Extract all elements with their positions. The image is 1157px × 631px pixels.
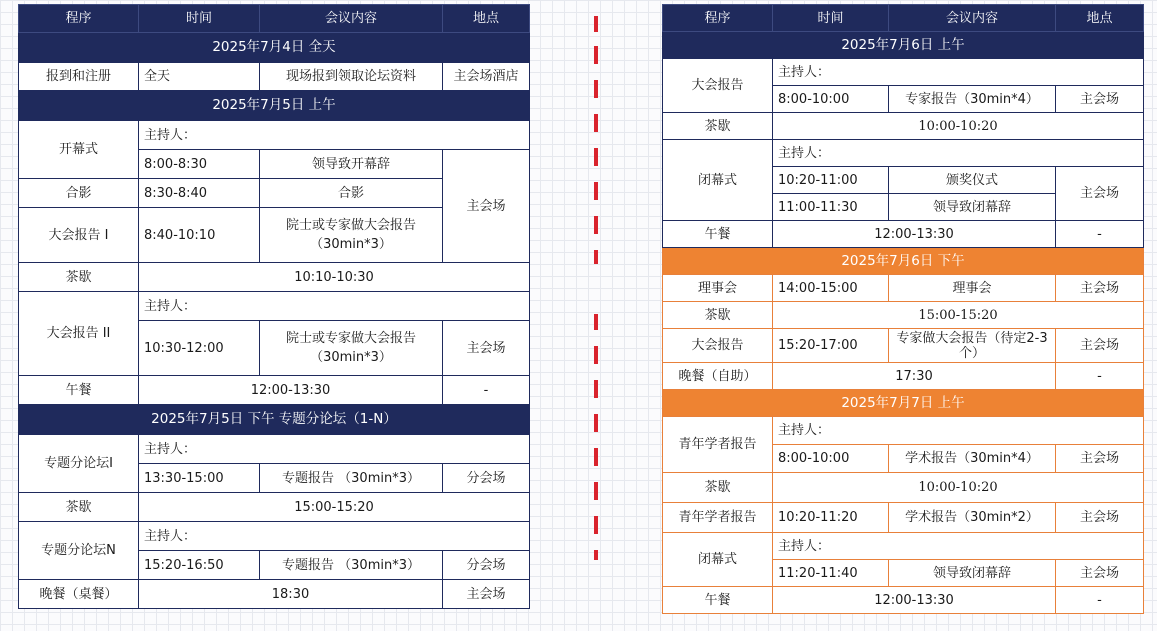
header-seq: 程序: [19, 5, 139, 33]
divider-dash: [594, 380, 598, 398]
place-young-scholars-1: 主会场: [1056, 445, 1144, 473]
host-label-plenary-2: 主持人：: [139, 292, 530, 321]
place-lunch-1: -: [1056, 221, 1144, 248]
place-registration: 主会场酒店: [443, 63, 530, 91]
place-main-venue: 主会场: [443, 150, 530, 263]
time-tea-break-3: 10:00-10:20: [773, 473, 1144, 503]
content-closing-2: 领导致闭幕辞: [889, 560, 1056, 587]
place-plenary: 主会场: [1056, 86, 1144, 113]
time-plenary-pm: 15:20-17:00: [773, 329, 889, 363]
header-place: 地点: [443, 5, 530, 33]
host-label-closing-2: 主持人：: [773, 533, 1144, 560]
program-plenary-2: 大会报告 II: [19, 292, 139, 376]
place-young-scholars-2: 主会场: [1056, 503, 1144, 533]
content-plenary-2: 院士或专家做大会报告（30min*3）: [260, 321, 443, 376]
date-banner-jul5-am: 2025年7月5日 上午: [19, 91, 530, 121]
content-opening: 领导致开幕辞: [260, 150, 443, 179]
host-label-young-scholars: 主持人：: [773, 417, 1144, 445]
content-closing-speech: 领导致闭幕辞: [889, 194, 1056, 221]
divider-dash: [594, 448, 598, 466]
program-closing-2: 闭幕式: [663, 533, 773, 587]
time-young-scholars-1: 8:00-10:00: [773, 445, 889, 473]
time-tea-break-1: 10:10-10:30: [139, 263, 530, 292]
time-photo: 8:30-8:40: [139, 179, 260, 208]
host-label-forum-1: 主持人：: [139, 435, 530, 464]
content-registration: 现场报到领取论坛资料: [260, 63, 443, 91]
time-plenary-2: 10:30-12:00: [139, 321, 260, 376]
time-lunch-1: 12:00-13:30: [773, 221, 1056, 248]
program-lunch: 午餐: [19, 376, 139, 405]
content-council: 理事会: [889, 275, 1056, 302]
place-dinner: 主会场: [443, 580, 530, 609]
content-forum-n: 专题报告 （30min*3）: [260, 551, 443, 580]
program-young-scholars-2: 青年学者报告: [663, 503, 773, 533]
time-registration: 全天: [139, 63, 260, 91]
time-young-scholars-2: 10:20-11:20: [773, 503, 889, 533]
divider-dash: [594, 216, 598, 234]
content-young-scholars-2: 学术报告（30min*2）: [889, 503, 1056, 533]
program-plenary-pm: 大会报告: [663, 329, 773, 363]
header-time: 时间: [773, 5, 889, 32]
program-lunch-2: 午餐: [663, 587, 773, 614]
time-council: 14:00-15:00: [773, 275, 889, 302]
divider-dash: [594, 114, 598, 132]
date-banner-jul4: 2025年7月4日 全天: [19, 33, 530, 63]
divider-dash: [594, 16, 598, 32]
program-lunch-1: 午餐: [663, 221, 773, 248]
time-plenary: 8:00-10:00: [773, 86, 889, 113]
program-dinner: 晚餐（自助）: [663, 363, 773, 390]
content-photo: 合影: [260, 179, 443, 208]
divider-dash: [594, 314, 598, 330]
content-forum-1: 专题报告 （30min*3）: [260, 464, 443, 493]
schedule-table-left: [18, 4, 530, 609]
divider-dash: [594, 550, 598, 560]
time-forum-n: 15:20-16:50: [139, 551, 260, 580]
divider-dash: [594, 482, 598, 500]
time-closing-speech: 11:00-11:30: [773, 194, 889, 221]
content-plenary: 专家报告（30min*4）: [889, 86, 1056, 113]
divider-dash: [594, 148, 598, 166]
divider-dash: [594, 250, 598, 264]
date-banner-jul6-am: 2025年7月6日 上午: [663, 32, 1144, 59]
date-banner-jul7-am: 2025年7月7日 上午: [663, 390, 1144, 417]
date-banner-jul5-pm: 2025年7月5日 下午 专题分论坛（1-N）: [19, 405, 530, 435]
place-lunch: -: [443, 376, 530, 405]
header-content: 会议内容: [889, 5, 1056, 32]
time-tea-break-2: 15:00-15:20: [773, 302, 1144, 329]
time-plenary-1: 8:40-10:10: [139, 208, 260, 263]
program-tea-break-3: 茶歇: [663, 473, 773, 503]
program-tea-break-1: 茶歇: [19, 263, 139, 292]
time-lunch-2: 12:00-13:30: [773, 587, 1056, 614]
place-forum-1: 分会场: [443, 464, 530, 493]
time-dinner: 18:30: [139, 580, 443, 609]
place-plenary-pm: 主会场: [1056, 329, 1144, 363]
header-seq: 程序: [663, 5, 773, 32]
program-council: 理事会: [663, 275, 773, 302]
host-label-plenary: 主持人：: [773, 59, 1144, 86]
place-closing-2: 主会场: [1056, 560, 1144, 587]
program-photo: 合影: [19, 179, 139, 208]
content-young-scholars-1: 学术报告（30min*4）: [889, 445, 1056, 473]
place-plenary-2: 主会场: [443, 321, 530, 376]
program-registration: 报到和注册: [19, 63, 139, 91]
header-time: 时间: [139, 5, 260, 33]
program-closing: 闭幕式: [663, 140, 773, 221]
header-content: 会议内容: [260, 5, 443, 33]
host-label-opening: 主持人：: [139, 121, 530, 150]
program-young-scholars-1: 青年学者报告: [663, 417, 773, 473]
content-award: 颁奖仪式: [889, 167, 1056, 194]
program-forum-1: 专题分论坛I: [19, 435, 139, 493]
program-tea-break-2: 茶歇: [19, 493, 139, 522]
program-tea-break-2: 茶歇: [663, 302, 773, 329]
content-plenary-1: 院士或专家做大会报告（30min*3）: [260, 208, 443, 263]
time-dinner: 17:30: [773, 363, 1056, 390]
time-tea-break-2: 15:00-15:20: [139, 493, 530, 522]
time-opening: 8:00-8:30: [139, 150, 260, 179]
time-tea-break-1: 10:00-10:20: [773, 113, 1144, 140]
program-dinner: 晚餐（桌餐）: [19, 580, 139, 609]
divider-dash: [594, 80, 598, 98]
place-closing: 主会场: [1056, 167, 1144, 221]
host-label-forum-n: 主持人：: [139, 522, 530, 551]
program-plenary: 大会报告: [663, 59, 773, 113]
divider-dash: [594, 414, 598, 432]
time-closing-2: 11:20-11:40: [773, 560, 889, 587]
program-tea-break-1: 茶歇: [663, 113, 773, 140]
place-lunch-2: -: [1056, 587, 1144, 614]
divider-dash: [594, 516, 598, 534]
place-dinner: -: [1056, 363, 1144, 390]
date-banner-jul6-pm: 2025年7月6日 下午: [663, 248, 1144, 275]
host-label-closing: 主持人：: [773, 140, 1144, 167]
time-award: 10:20-11:00: [773, 167, 889, 194]
divider-dash: [594, 182, 598, 200]
place-council: 主会场: [1056, 275, 1144, 302]
content-plenary-pm: 专家做大会报告（待定2-3个）: [889, 329, 1056, 363]
place-forum-n: 分会场: [443, 551, 530, 580]
time-lunch: 12:00-13:30: [139, 376, 443, 405]
program-opening: 开幕式: [19, 121, 139, 179]
program-plenary-1: 大会报告 I: [19, 208, 139, 263]
schedule-table-right: [662, 4, 1144, 614]
header-place: 地点: [1056, 5, 1144, 32]
divider-dash: [594, 46, 598, 64]
time-forum-1: 13:30-15:00: [139, 464, 260, 493]
divider-dash: [594, 346, 598, 364]
program-forum-n: 专题分论坛N: [19, 522, 139, 580]
